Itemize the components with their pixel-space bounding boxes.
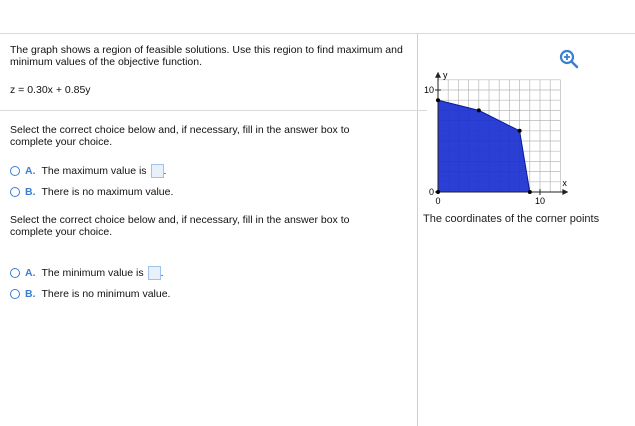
corner-point — [518, 129, 522, 133]
part1-instruction: Select the correct choice below and, if necessary, fill in the answer box to complete your choice. — [10, 124, 350, 148]
y-tick-0: 0 — [428, 187, 434, 197]
x-axis-label: x — [562, 178, 567, 188]
corner-point — [436, 190, 440, 194]
max-option-b-letter: B. — [25, 186, 36, 198]
question-prompt: The graph shows a region of feasible solutions. Use this region to find maximum and minimum values of the objective function. — [10, 44, 403, 68]
corner-point — [436, 98, 440, 102]
part2-instruction: Select the correct choice below and, if necessary, fill in the answer box to complete your choice. — [10, 214, 350, 238]
min-option-a-radio[interactable] — [10, 268, 20, 278]
max-option-a-radio[interactable] — [10, 166, 20, 176]
min-answer-period: . — [160, 267, 164, 279]
section-divider — [0, 110, 427, 111]
x-tick-10: 10 — [534, 196, 546, 206]
corner-point — [528, 190, 532, 194]
min-option-b-letter: B. — [25, 288, 36, 300]
min-option-a-text: The minimum value is — [41, 267, 144, 279]
max-option-b-text: There is no maximum value. — [41, 186, 174, 198]
header-divider — [0, 33, 635, 34]
y-tick-10: 10 — [424, 85, 434, 95]
y-axis-arrow — [435, 72, 441, 78]
zoom-in-icon[interactable] — [559, 49, 579, 69]
min-option-b-text: There is no minimum value. — [41, 288, 171, 300]
min-option-b-radio[interactable] — [10, 289, 20, 299]
max-answer-box[interactable] — [151, 164, 164, 178]
max-option-a-text: The maximum value is — [41, 165, 147, 177]
min-option-a[interactable] — [10, 266, 164, 280]
corner-point — [477, 108, 481, 112]
max-answer-period: . — [163, 165, 167, 177]
x-axis-arrow — [562, 189, 568, 195]
panel-divider — [417, 34, 418, 426]
max-option-a[interactable] — [10, 164, 166, 178]
max-option-b[interactable] — [10, 186, 173, 198]
x-tick-0: 0 — [435, 196, 441, 206]
feasible-region — [438, 100, 530, 192]
min-answer-box[interactable] — [148, 266, 161, 280]
y-axis-label: y — [443, 69, 448, 80]
min-option-a-letter: A. — [25, 267, 36, 279]
min-option-b[interactable] — [10, 288, 170, 300]
feasible-region-graph — [424, 50, 574, 210]
corner-points-caption: The coordinates of the corner points — [423, 213, 600, 225]
max-option-a-letter: A. — [25, 165, 36, 177]
objective-function: z = 0.30x + 0.85y — [10, 84, 91, 96]
max-option-b-radio[interactable] — [10, 187, 20, 197]
